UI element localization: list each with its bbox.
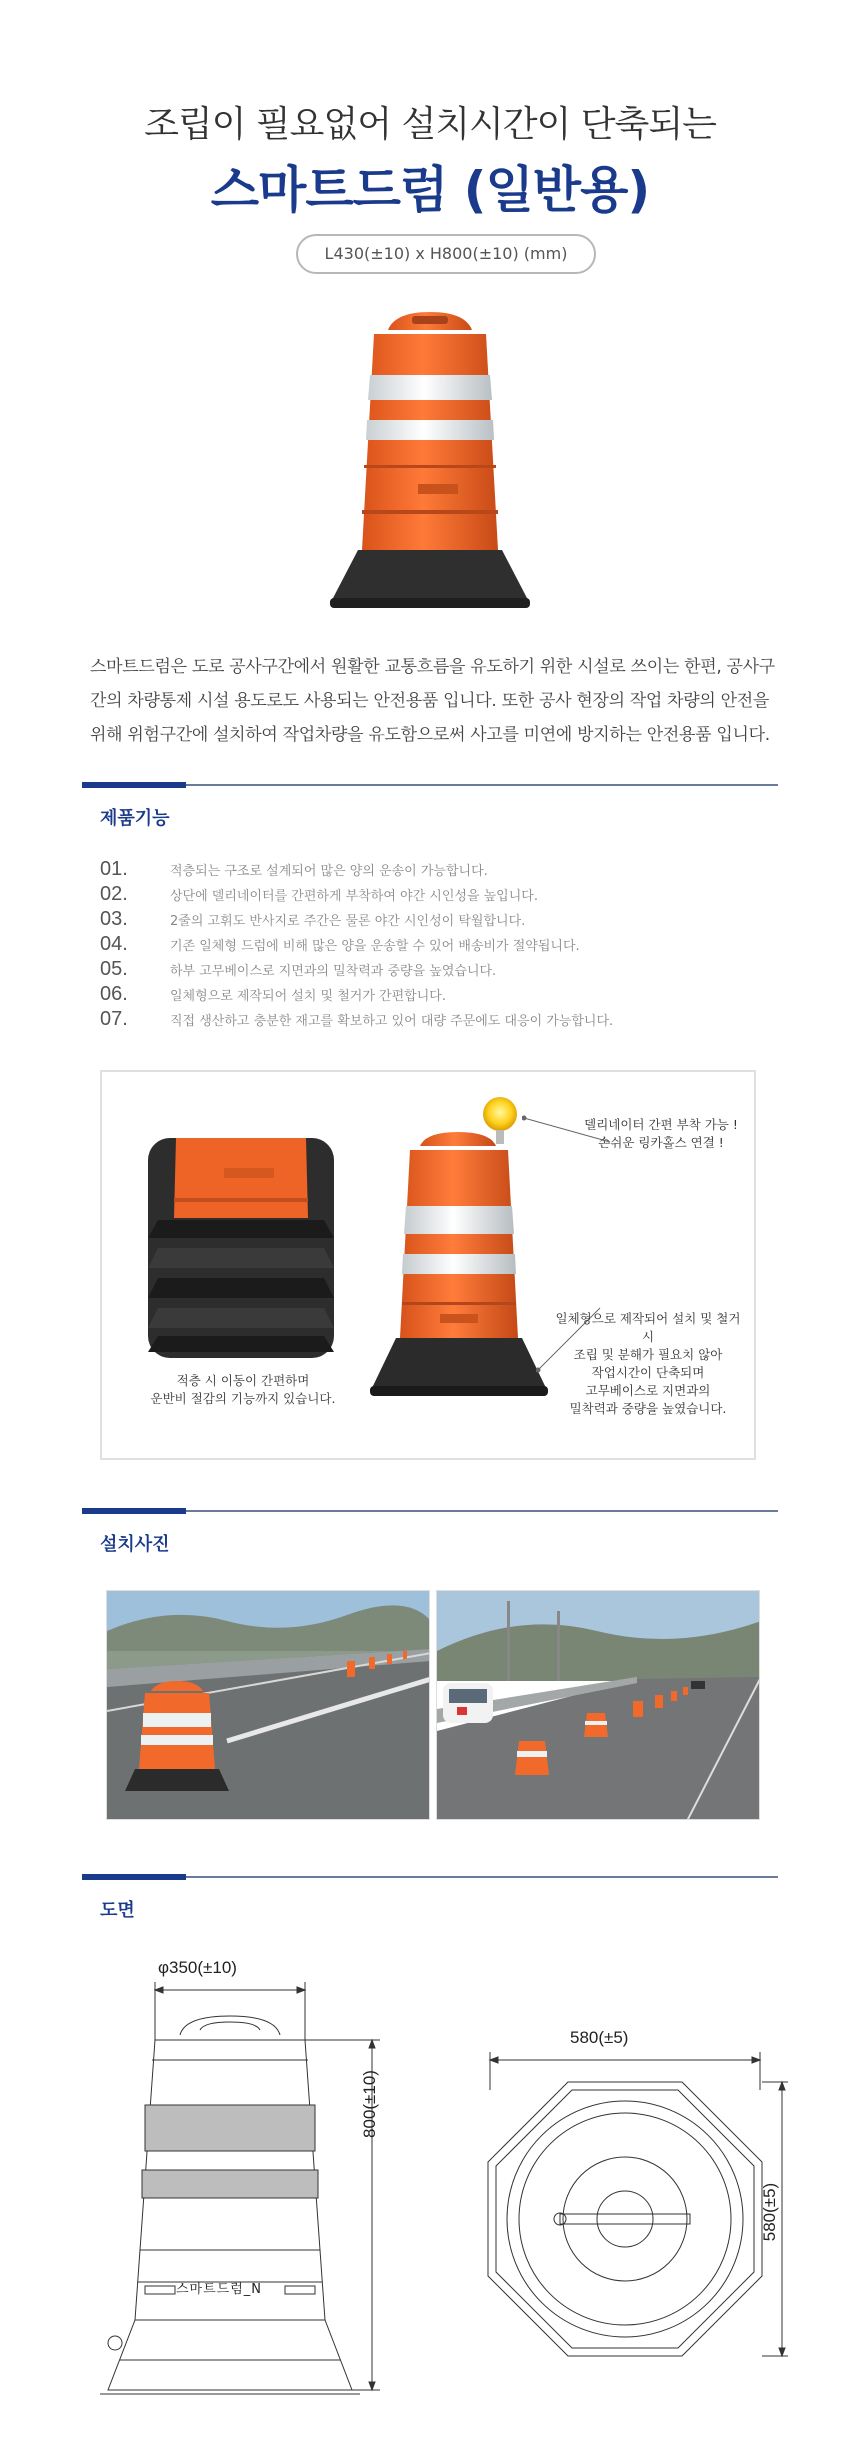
drawing-title: 도면 [100, 1900, 135, 1921]
feature-number: 01. [100, 858, 128, 880]
embossed-label: 스마트드럼_N [176, 2282, 263, 2297]
product-detail-box [100, 1070, 756, 1460]
feature-item [100, 958, 740, 982]
base-depth-label: 580(±5) [760, 2182, 779, 2242]
section-accent-bar [82, 782, 186, 788]
feature-text: 상단에 델리네이터를 간편하게 부착하여 야간 시인성을 높입니다. [170, 889, 538, 904]
delineator-caption: 델리네이터 간편 부착 가능 ! 손쉬운 링카홀스 연결 ! [584, 1117, 738, 1150]
feature-number: 02. [100, 883, 128, 905]
feature-number: 05. [100, 958, 128, 980]
section-divider [82, 1510, 778, 1512]
feature-text: 기존 일체형 드럼에 비해 많은 양을 운송할 수 있어 배송비가 절약됩니다. [170, 939, 580, 954]
feature-number: 03. [100, 908, 128, 930]
features-title: 제품기능 [100, 808, 170, 829]
feature-number: 07. [100, 1008, 128, 1030]
feature-number: 06. [100, 983, 128, 1005]
intro-paragraph: 스마트드럼은 도로 공사구간에서 원활한 교통흐름을 유도하기 위한 시설로 쓰이는 한편, 공사구간의 차량통제 시설 용도로도 사용되는 안전용품 입니다. 또한 공사 현장의 작업 차량의 안전을 위해 위험구간에 설치하여 작업차량을 유도함으로써 사고를 미연에 방지하는 안전용품 입니다. [90, 657, 775, 745]
section-divider [82, 1876, 778, 1878]
feature-item [100, 858, 740, 882]
stacked-drums-image [148, 1138, 334, 1358]
base-width-label: 580(±5) [570, 2028, 629, 2047]
height-label: 800(±10) [360, 2070, 379, 2138]
feature-text: 하부 고무베이스로 지면과의 밀착력과 중량을 높였습니다. [170, 964, 497, 979]
feature-text: 적층되는 구조로 설계되어 많은 양의 운송이 가능합니다. [170, 864, 488, 879]
install-photo-1 [106, 1590, 430, 1820]
feature-text: 직접 생산하고 충분한 재고를 확보하고 있어 대량 주문에도 대응이 가능합니다. [170, 1014, 614, 1029]
install-photo-2 [436, 1590, 760, 1820]
page-subtitle: 조립이 필요없어 설치시간이 단축되는 [144, 104, 716, 145]
page-title: 스마트드럼 (일반용) [210, 161, 650, 219]
section-accent-bar [82, 1508, 186, 1514]
section-divider [82, 784, 778, 786]
dimension-badge: L430(±10) x H800(±10) (mm) [296, 234, 596, 274]
feature-item [100, 883, 740, 907]
top-diameter-label: φ350(±10) [158, 1958, 237, 1977]
top-view-drawing [470, 2030, 790, 2370]
section-accent-bar [82, 1874, 186, 1880]
hero-drum-image [300, 300, 560, 630]
install-title: 설치사진 [100, 1534, 170, 1555]
onepiece-caption: 일체형으로 제작되어 설치 및 철거 시 조립 및 분해가 필요치 않아 작업시간이 단축되며 고무베이스로 지면과의 밀착력과 중량을 높였습니다. [555, 1311, 741, 1416]
feature-item [100, 908, 740, 932]
feature-item [100, 1008, 740, 1032]
feature-number: 04. [100, 933, 128, 955]
feature-text: 일체형으로 제작되어 설치 및 철거가 간편합니다. [170, 989, 446, 1004]
side-elevation-drawing [90, 1960, 440, 2420]
feature-text: 2줄의 고휘도 반사지로 주간은 물론 야간 시인성이 탁월합니다. [170, 914, 526, 929]
feature-item [100, 983, 740, 1007]
feature-item [100, 933, 740, 957]
stack-caption: 적층 시 이동이 간편하며 운반비 절감의 기능까지 있습니다. [150, 1373, 336, 1406]
